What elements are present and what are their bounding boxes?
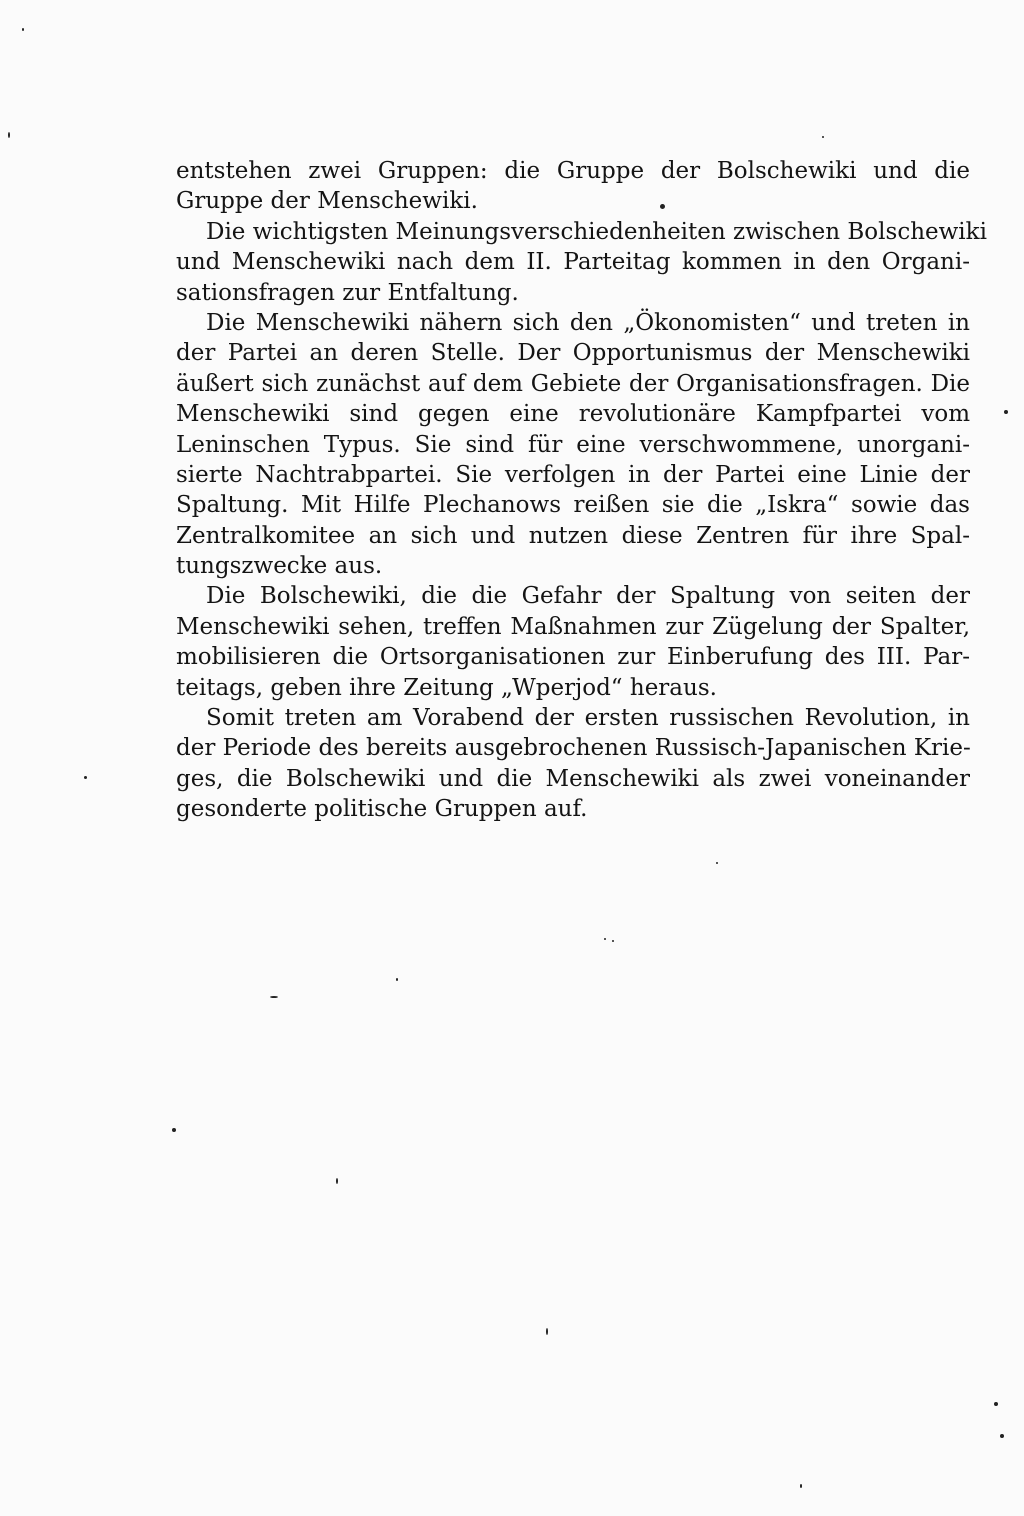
- text-line: Menschewiki sind gegen eine revolutionäre Kampfpartei vom: [176, 401, 970, 428]
- scan-speck: [8, 132, 10, 138]
- text-line: gesonderte politische Gruppen auf.: [176, 796, 588, 823]
- text-line: sierte Nachtrabpartei. Sie verfolgen in der Partei eine Linie der: [176, 461, 970, 488]
- text-line: tungszwecke aus.: [176, 553, 383, 580]
- scan-speck: [546, 1328, 548, 1335]
- text-line: Leninschen Typus. Sie sind für eine verschwommene, unorgani-: [176, 431, 970, 458]
- scan-speck: [336, 1178, 338, 1184]
- scan-speck: [660, 204, 665, 209]
- text-line: Spaltung. Mit Hilfe Plechanows reißen sie die „Iskra“ sowie das: [176, 492, 970, 519]
- text-line: Somit treten am Vorabend der ersten russischen Revolution, in: [206, 705, 970, 732]
- body-text: [176, 156, 987, 825]
- text-line: ges, die Bolschewiki und die Menschewiki als zwei voneinander: [176, 765, 970, 792]
- text-line: Menschewiki sehen, treffen Maßnahmen zur Zügelung der Spalter,: [176, 613, 970, 640]
- text-line: und Menschewiki nach dem II. Parteitag kommen in den Organi-: [176, 249, 970, 276]
- text-line: sationsfragen zur Entfaltung.: [176, 279, 519, 306]
- text-line: mobilisieren die Ortsorganisationen zur Einberufung des III. Par-: [176, 644, 970, 671]
- text-line: der Partei an deren Stelle. Der Opportunismus der Menschewiki: [176, 340, 970, 367]
- text-line: Die wichtigsten Meinungsverschiedenheiten zwischen Bolschewiki: [206, 218, 987, 245]
- text-line: äußert sich zunächst auf dem Gebiete der Organisationsfragen. Die: [176, 370, 970, 397]
- scan-speck: [822, 136, 824, 138]
- text-line: teitags, geben ihre Zeitung „Wperjod“ heraus.: [176, 674, 717, 701]
- scan-speck: [1004, 410, 1008, 414]
- text-line: der Periode des bereits ausgebrochenen Russisch-Japanischen Krie-: [176, 735, 971, 762]
- text-line: Die Bolschewiki, die die Gefahr der Spaltung von seiten der: [206, 583, 970, 610]
- scan-speck: [396, 978, 398, 981]
- scan-speck: [716, 862, 718, 864]
- scan-speck: [1000, 1434, 1004, 1438]
- scan-speck: [604, 938, 606, 940]
- text-line: Zentralkomitee an sich und nutzen diese Zentren für ihre Spal-: [176, 522, 970, 549]
- text-line: Gruppe der Menschewiki.: [176, 188, 478, 215]
- text-line: Die Menschewiki nähern sich den „Ökonomisten“ und treten in: [206, 309, 970, 336]
- scan-speck: [994, 1402, 998, 1406]
- scan-speck: [84, 776, 87, 779]
- scan-speck: [612, 940, 614, 942]
- scan-speck: [22, 28, 24, 31]
- text-line: entstehen zwei Gruppen: die Gruppe der Bolschewiki und die: [176, 158, 970, 184]
- scan-speck: [172, 1128, 176, 1132]
- scan-speck: [800, 1484, 802, 1488]
- scan-speck: [270, 996, 278, 998]
